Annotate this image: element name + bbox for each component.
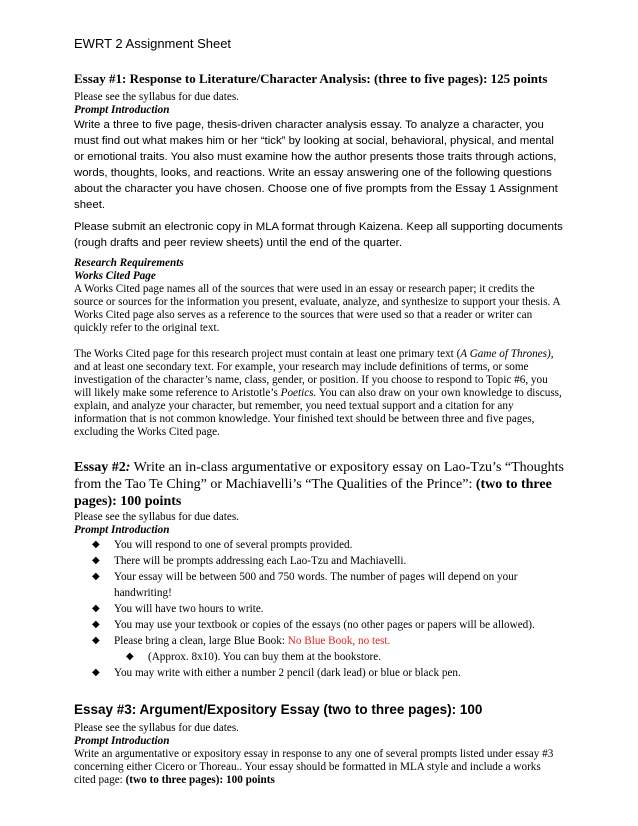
diamond-bullet-icon: ◆ — [92, 539, 100, 550]
bullet-text: Your essay will be between 500 and 750 words. The number of pages will depend on your handwriting! — [114, 571, 518, 599]
wc-para-poetics: Poetics. — [280, 387, 317, 399]
diamond-bullet-icon: ◆ — [92, 555, 100, 566]
bullet-item — [92, 601, 564, 617]
essay3-prompt-body: Write an argumentative or expository essay in response to any one of several prompts listed under essay #3 concerning either Cicero or Thoreau.. Your essay should be formatted in MLA style and include a works cited page: — [74, 748, 554, 786]
bullet-text: You will have two hours to write. — [114, 603, 264, 615]
bullet-sub-item — [126, 649, 564, 665]
diamond-bullet-icon: ◆ — [126, 651, 134, 662]
essay2-heading-colon: : — [125, 460, 131, 475]
essay3-due-text: Please see the syllabus for due dates. — [74, 722, 239, 734]
wc-para-part-3: You can also draw on your own knowledge to discuss, explain, and analyze your character, but remember, you need textual support and a citation for any information that is not common knowledge. Your finished text should be between three and five pages, excluding the Works Cited page. — [74, 387, 562, 438]
bullet-item — [92, 633, 564, 649]
essay2-heading — [74, 459, 564, 510]
diamond-bullet-icon: ◆ — [92, 667, 100, 678]
wc-para-part-2: and at least one secondary text. For example, your research may include definitions of terms, or some investigation of the character’s name, class, gender, or position. If you choose to respond to Topic #6, you will likely make some reference to Aristotle’s — [74, 361, 548, 399]
essay3-prompt-label: Prompt Introduction — [74, 735, 170, 747]
bullet-text: You may use your textbook or copies of the essays (no other pages or papers will be allowed). — [114, 619, 535, 631]
essay3-prompt-pages: (two to three pages): 100 points — [125, 774, 275, 786]
wc-para-title: A Game of Thrones), — [460, 348, 554, 360]
essay1-works-cited-requirements — [74, 348, 564, 439]
bullet-text: There will be prompts addressing each Lao-Tzu and Machiavelli. — [114, 555, 407, 567]
essay1-due-text: Please see the syllabus for due dates. — [74, 91, 239, 103]
wc-para-part-1: The Works Cited page for this research project must contain at least one primary text ( — [74, 348, 461, 360]
essay2-heading-pages: (two to three pages): 100 points — [74, 477, 552, 509]
essay2-due-text: Please see the syllabus for due dates. — [74, 511, 239, 523]
essay2-prompt-label: Prompt Introduction — [74, 524, 170, 536]
essay1-prompt-label: Prompt Introduction — [74, 104, 170, 116]
essay1-works-cited-label: Works Cited Page — [74, 270, 156, 282]
diamond-bullet-icon: ◆ — [92, 571, 100, 582]
essay2-heading-text: Write an in-class argumentative or expository essay on Lao-Tzu’s “Thoughts from the Tao Te Ching” or Machiavelli’s “The Qualities of the Prince”: — [74, 460, 564, 492]
diamond-bullet-icon: ◆ — [92, 635, 100, 646]
bullet-item — [92, 537, 564, 553]
bullet-item — [92, 665, 564, 681]
bullet-item — [92, 569, 564, 601]
blue-book-text: Please bring a clean, large Blue Book: — [114, 635, 288, 647]
diamond-bullet-icon: ◆ — [92, 619, 100, 630]
essay2-bullet-list — [74, 537, 564, 681]
bullet-item — [92, 553, 564, 569]
essay3-prompt-text — [74, 748, 564, 787]
essay3-heading: Essay #3: Argument/Expository Essay (two to three pages): 100 — [74, 702, 483, 717]
essay1-submit-text: Please submit an electronic copy in MLA format through Kaizena. Keep all supporting documents (rough drafts and peer review sheets) until the end of the quarter. — [74, 221, 563, 249]
document-page — [74, 36, 564, 787]
bullet-text: You may write with either a number 2 pencil (dark lead) or blue or black pen. — [114, 667, 461, 679]
essay2-heading-label: Essay #2 — [74, 460, 126, 475]
diamond-bullet-icon: ◆ — [92, 603, 100, 614]
essay1-prompt-text: Write a three to five page, thesis-driven character analysis essay. To analyze a character, you must find out what makes him or her “tick” by looking at social, behavioral, physical, and mental or emotional traits. You also must examine how the author presents those traits through actions, words, thoughts, looks, and reactions. Write an essay answering one of the following questions about the character you have chosen. Choose one of five prompts from the Essay 1 Assignment sheet. — [74, 119, 558, 211]
bullet-item — [92, 617, 564, 633]
essay1-works-cited-text: A Works Cited page names all of the sources that were used in an essay or research paper; it credits the source or sources for the information you present, evaluate, analyze, and synthesize to support your thesis. A Works Cited page also serves as a reference to the sources that were used so that a reader or writer can quickly refer to the original text. — [74, 283, 560, 334]
essay1-heading: Essay #1: Response to Literature/Character Analysis: (three to five pages): 125 points — [74, 71, 548, 86]
blue-book-warning: No Blue Book, no test. — [287, 635, 391, 647]
bullet-text: You will respond to one of several prompts provided. — [114, 539, 353, 551]
bullet-text: (Approx. 8x10). You can buy them at the bookstore. — [148, 651, 382, 663]
page-header-title: EWRT 2 Assignment Sheet — [74, 36, 232, 51]
essay1-research-label: Research Requirements — [74, 257, 184, 269]
